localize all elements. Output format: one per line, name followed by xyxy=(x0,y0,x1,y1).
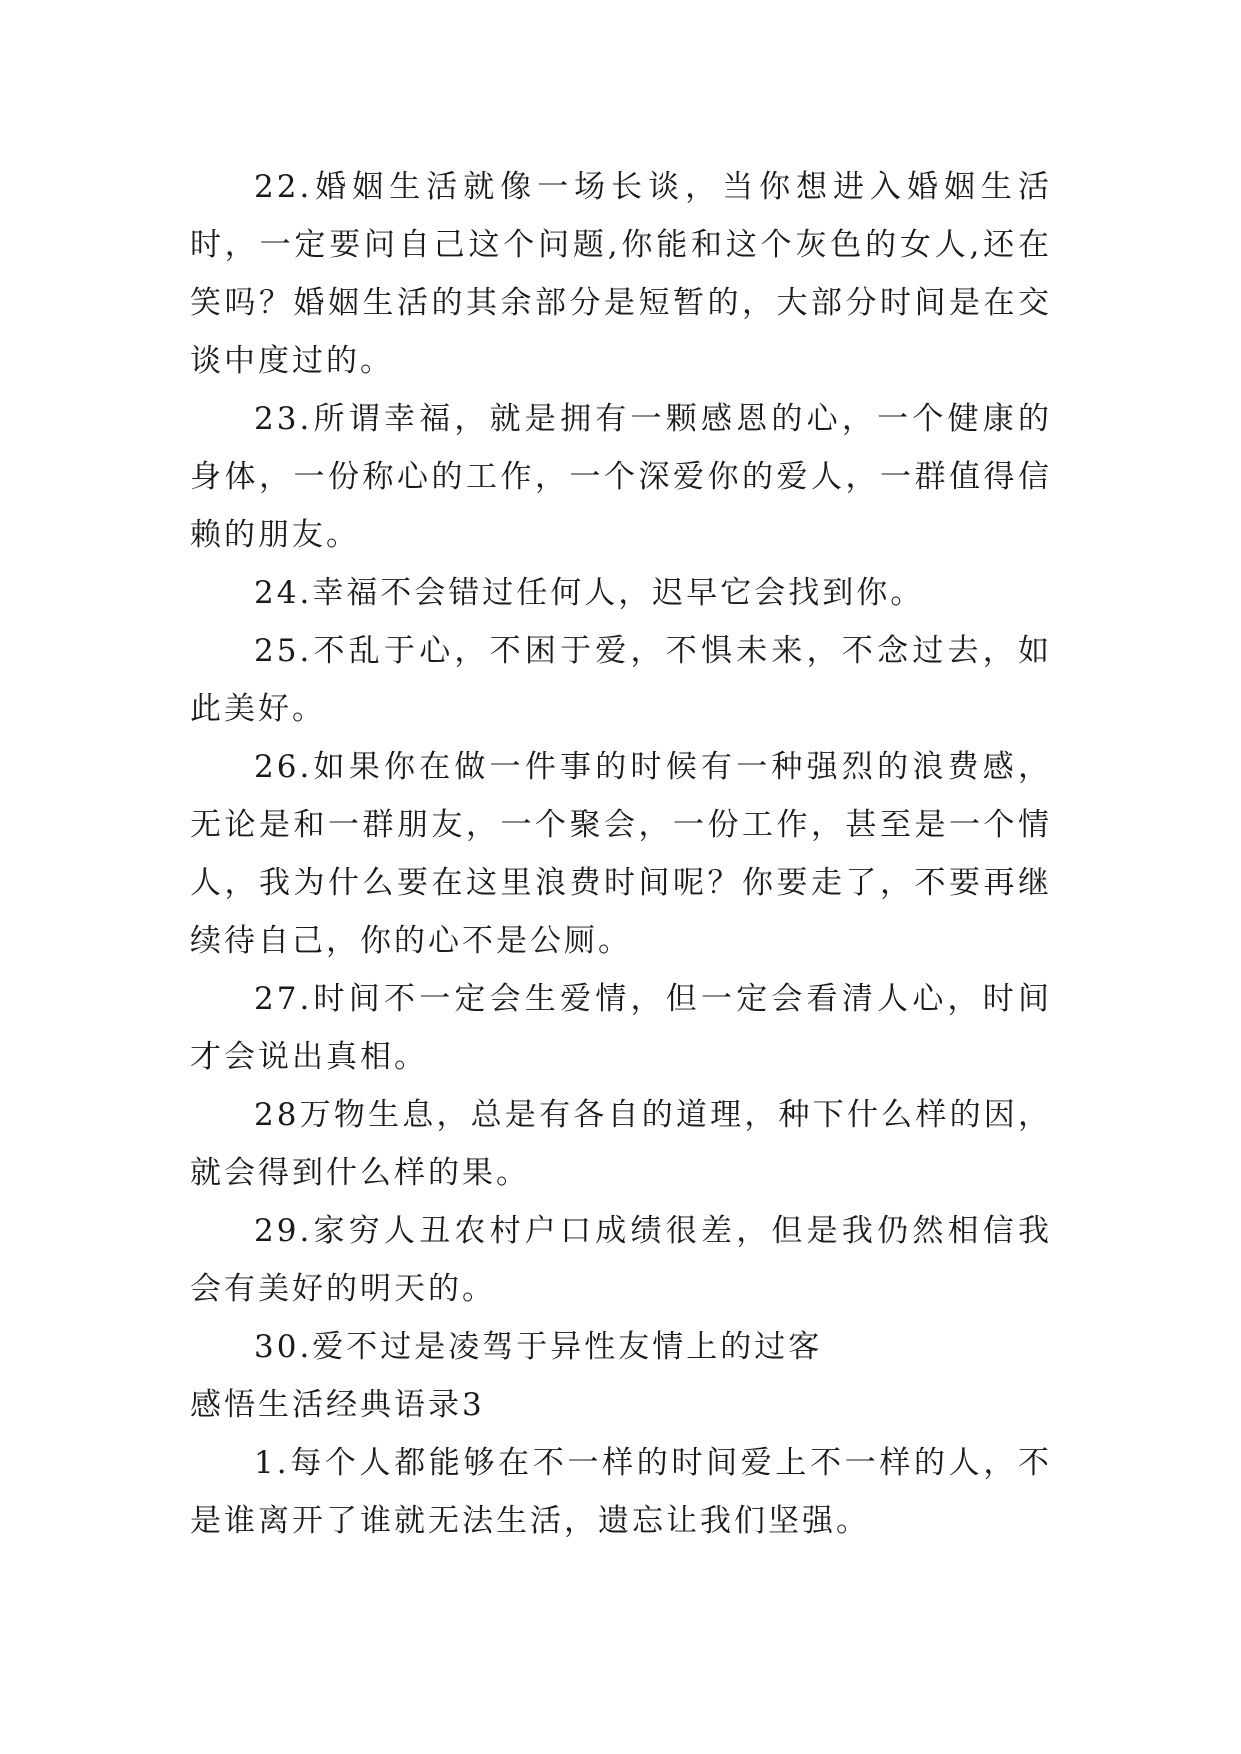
quote-paragraph-29: 29.家穷人丑农村户口成绩很差，但是我仍然相信我会有美好的明天的。 xyxy=(190,1213,1052,1307)
quote-paragraph-23: 23.所谓幸福，就是拥有一颗感恩的心，一个健康的身体，一份称心的工作，一个深爱你的爱人，一群值得信赖的朋友。 xyxy=(190,401,1052,553)
quote-paragraph-26: 26.如果你在做一件事的时候有一种强烈的浪费感，无论是和一群朋友，一个聚会，一份工作，甚至是一个情人，我为什么要在这里浪费时间呢？你要走了，不要再继续待自己，你的心不是公厕。 xyxy=(190,749,1052,959)
section-quote-paragraph-1: 1.每个人都能够在不一样的时间爱上不一样的人，不是谁离开了谁就无法生活，遗忘让我们坚强。 xyxy=(190,1445,1052,1539)
quote-paragraph-22: 22.婚姻生活就像一场长谈，当你想进入婚姻生活时，一定要问自己这个问题,你能和这个灰色的女人,还在笑吗？婚姻生活的其余部分是短暂的，大部分时间是在交谈中度过的。 xyxy=(190,169,1052,379)
quote-paragraph-25: 25.不乱于心，不困于爱，不惧未来，不念过去，如此美好。 xyxy=(190,633,1052,727)
section-heading: 感悟生活经典语录3 xyxy=(190,1387,485,1423)
quote-paragraph-28: 28万物生息，总是有各自的道理，种下什么样的因，就会得到什么样的果。 xyxy=(190,1097,1052,1191)
quote-paragraph-27: 27.时间不一定会生爱情，但一定会看清人心，时间才会说出真相。 xyxy=(190,981,1052,1075)
document-body xyxy=(190,158,1052,1550)
quote-paragraph-30: 30.爱不过是凌驾于异性友情上的过客 xyxy=(254,1329,823,1365)
quote-paragraph-24: 24.幸福不会错过任何人，迟早它会找到你。 xyxy=(254,575,925,611)
